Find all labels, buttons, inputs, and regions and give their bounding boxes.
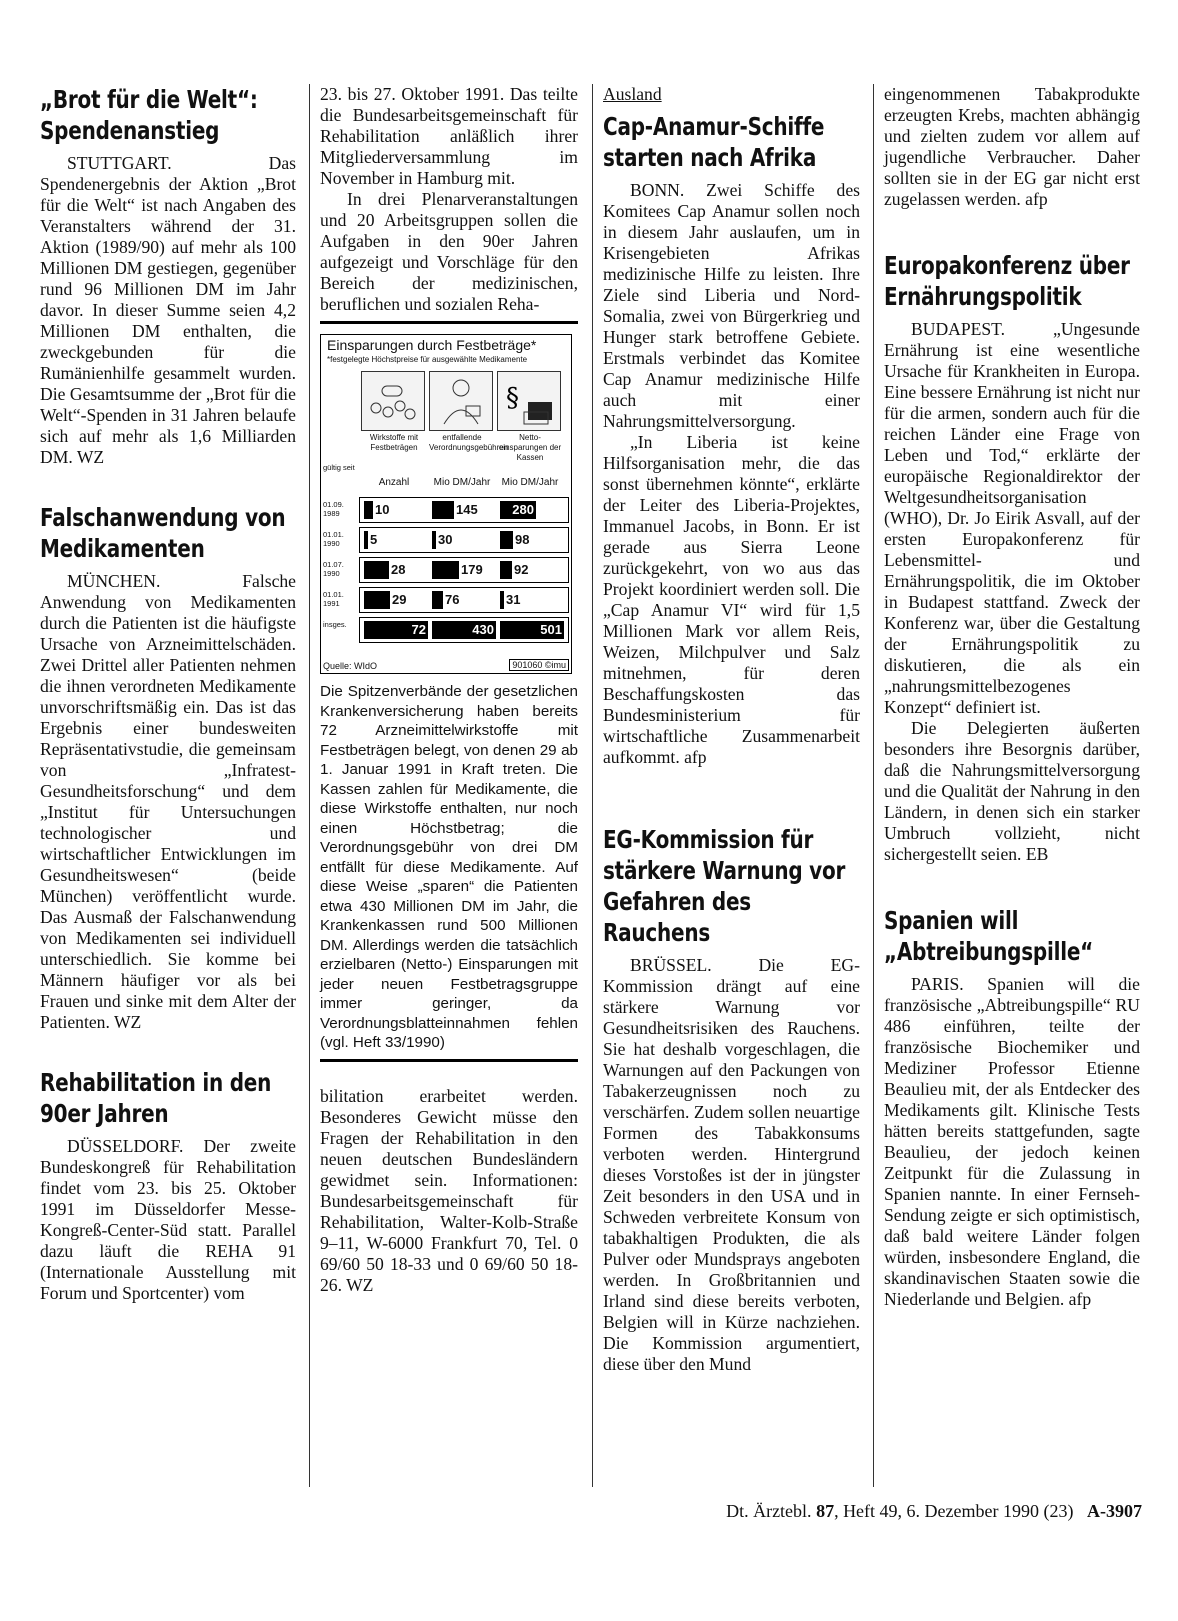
caption-text: Die Spitzenverbände der gesetzlichen Krankenversicherung haben bereits 72 Arzneimittelwirkstoffe mit Festbeträgen belegt, von denen 29 ab 1. Januar 1991 in Kraft treten. Die Kassen zahlen für Medikamente, die diese Wirkstoffe enthalten, nur noch einen Höchstbetrag; die Verordnungsgebühr von drei DM entfällt für diese Medikamente. Auf diese Weise „sparen“ die Patienten etwa 430 Millionen DM im Jahr, die Krankenkassen rund 500 Millionen DM. Allerdings werden die tatsächlich erzielbaren (Netto-) Einsparungen mit jeder neuen Festbetragsgruppe immer geringer, da Verordnungsblatteinnahmen fehlen (vgl. Heft 33/1990) [320, 683, 578, 1051]
article-body: Die Delegierten äußerten besonders ihre Besorgnis darüber, daß die Nahrungsmittelversorgung und die Qualität der Nahrung in den Ländern, in denen sich ein starker Umbruch vollzieht, nicht sichergestellt seien. EB [884, 718, 1140, 864]
chart-subtitle: *festgelegte Höchstpreise für ausgewählte Medikamente [327, 355, 528, 364]
table-row [359, 497, 569, 523]
page-number: A-3907 [1087, 1501, 1142, 1521]
value-label: 29 [392, 592, 407, 607]
value-bar [364, 561, 389, 579]
table-row [359, 527, 569, 553]
column-unit: Mio DM/Jahr [501, 477, 559, 488]
journal-volume: 87 [816, 1501, 835, 1521]
section-rubric: Ausland [603, 84, 662, 104]
doctor-illustration-icon [429, 371, 493, 431]
value-label: 145 [456, 502, 478, 517]
value-bar [432, 531, 436, 549]
column-header: Wirkstoffe mit Festbeträgen [369, 433, 419, 452]
article-body: eingenommenen Tabakprodukte erzeugten Krebs, machten abhängig und zielten zudem vor allem auf jugendliche Verbraucher. Daher sollten sie in der EG gar nicht erst zugelassen werden. afp [884, 84, 1140, 209]
column-unit: Anzahl [378, 477, 410, 488]
article-headline: Falschanwendung von Medikamenten [40, 503, 286, 563]
article-headline: EG-Kommission für stärkere Warnung vor Gefahren des Rauchens [603, 825, 846, 947]
article-body: 23. bis 27. Oktober 1991. Das teilte die Bundesarbeitsgemeinschaft für Rehabilitation anläßlich ihrer Mitgliederversammlung im November in Hamburg mit. [320, 84, 578, 188]
column-header: Netto-einsparungen der Kassen [498, 433, 562, 462]
value-label: 30 [438, 532, 453, 547]
savings-table-chart [320, 334, 572, 674]
table-row [359, 587, 569, 613]
value-label: 280 [512, 502, 534, 517]
row-label: 01.01. 1991 [323, 590, 344, 608]
column-rule [309, 84, 310, 1487]
svg-text:§: § [506, 383, 519, 413]
value-bar [432, 591, 443, 609]
article-body: PARIS. Spanien will die französische „Abtreibungspille“ RU 486 einführen, teilte der französische Biochemiker und Mediziner Professor Etienne Beaulieu mit, der als Entdecker des Medikaments gilt. Klinische Tests hätten bereits stattgefunden, sagte Beaulieu, der jedoch keinen Zeitpunkt für die Zulassung in Spanien nannte. In einer Fernseh-Sendung zeigte er sich optimistisch, daß bald weitere Länder folgen würden, insbesondere England, die skandinavischen Staaten sowie die Niederlande und Belgien. afp [884, 974, 1140, 1309]
value-bar [364, 531, 368, 549]
chart-source: Quelle: WIdO [323, 661, 378, 671]
column-rule [873, 84, 874, 1487]
value-label: 179 [461, 562, 483, 577]
column-unit: Mio DM/Jahr [433, 477, 491, 488]
infographic [320, 321, 578, 674]
pills-illustration-icon [361, 371, 425, 431]
row-label: 01.01. 1990 [323, 530, 344, 548]
value-label: 98 [515, 532, 530, 547]
row-label: 01.09. 1989 [323, 500, 344, 518]
value-bar [432, 501, 454, 519]
row-label: insges. [323, 620, 347, 629]
article-headline: Europakonferenz über Ernährungspolitik [884, 251, 1130, 311]
column-1 [40, 84, 296, 1304]
value-label: 76 [445, 592, 460, 607]
article-body: STUTTGART. Das Spendenergebnis der Aktion „Brot für die Welt“ ist nach Angaben des Veranstalters während der 31. Aktion (1989/90) auf mehr als 100 Millionen DM gestiegen, gegenüber rund 96 Millionen DM im Jahr davor. In dieser Summe seien 4,2 Millionen DM enthalten, die zweckgebunden für die Rumänienhilfe gesammelt wurden. Die Gesamtsumme der „Brot für die Welt“-Spenden in 31 Jahren belaufe sich auf mehr als 1,6 Milliarden DM. WZ [40, 153, 296, 467]
value-label: 31 [506, 592, 521, 607]
value-bar [364, 591, 390, 609]
value-label: 501 [540, 622, 562, 637]
row-label: 01.07. 1990 [323, 560, 344, 578]
value-bar [364, 501, 373, 519]
value-bar [500, 561, 512, 579]
column-3 [603, 84, 860, 1375]
column-rule [592, 84, 593, 1487]
value-label: 72 [411, 622, 426, 637]
article-body: In drei Plenarveranstaltungen und 20 Arbeitsgruppen sollen die Aufgaben in den 90er Jahren aufgezeigt und Vorschläge für den Bereich der medizinischen, beruflichen und sozialen Reha- [320, 189, 578, 314]
value-label: 430 [472, 622, 494, 637]
chart-title: Einsparungen durch Festbeträge* [327, 337, 537, 353]
value-label: 10 [375, 502, 390, 517]
value-bar [500, 531, 513, 549]
journal-name: Dt. Ärztebl. [726, 1501, 812, 1521]
article-body: BONN. Zwei Schiffe des Komitees Cap Anamur sollen noch in diesem Jahr auslaufen, um in Krisengebieten Afrikas medizinische Hilfe zu leisten. Ihre Ziele sind Liberia und Nord-Somalia, zwei von Bürgerkrieg und Hunger stark betroffene Gebiete. Erstmals verbindet das Komitee Cap Anamur medizinische Hilfe auch mit einer Nahrungsmittelversorgung. [603, 180, 860, 431]
chart-code: 901060 ©imu [509, 659, 569, 671]
article-body: BRÜSSEL. Die EG-Kommission drängt auf eine stärkere Warnung vor Gesundheitsrisiken des Rauchens. Sie hat deshalb vorgeschlagen, die Warnungen auf den Packungen von Tabakerzeugnissen noch zu verschärfen. Zudem sollen neuartige Formen des Tabakkonsums verboten werden. Hintergrund dieses Vorstoßes ist der in jüngster Zeit besonders in den USA und in Schweden verbreitete Konsum von tabakhaltigen Produkten, die als Pulver oder Mundsprays angeboten werden. In Großbritannien und Irland sind diese bereits verboten, Belgien will in Kürze nachziehen. Die Kommission argumentiert, diese über den Mund [603, 955, 860, 1374]
value-bar [432, 561, 459, 579]
article-headline: Rehabilitation in den 90er Jahren [40, 1068, 272, 1128]
article-body: MÜNCHEN. Falsche Anwendung von Medikamenten durch die Patienten ist die häufigste Ursache von Arzneimittelschäden. Zwei Drittel aller Patienten nehmen die ihnen verordneten Medikamente unvorschriftsmäßig ein. Das ist das Ergebnis einer bundesweiten Repräsentativstudie, die gemeinsam von „Infratest-Gesundheitsforschung“ und dem „Institut für Untersuchungen technologischer und wirtschaftlicher Entwicklungen im Gesundheitswesen“ (beide München) veröffentlicht wurde. Das Ausmaß der Falschanwendung von Medikamenten sei individuell unterschiedlich. Sie komme bei Männern häufiger vor als bei Frauen und sinke mit dem Alter der Patienten. WZ [40, 571, 296, 1032]
chart-caption [320, 682, 578, 1062]
column-4 [884, 84, 1140, 1310]
article-body: DÜSSELDORF. Der zweite Bundeskongreß für Rehabilitation findet vom 23. bis 25. Oktober 1991 im Düsseldorfer Messe-Kongreß-Center-Süd statt. Parallel dazu läuft die REHA 91 (Internationale Ausstellung mit Forum und Sportcenter) vom [40, 1136, 296, 1303]
page-footer [606, 1501, 1142, 1522]
table-row [359, 557, 569, 583]
value-label: 92 [514, 562, 529, 577]
money-illustration-icon [497, 371, 561, 431]
table-row [359, 617, 569, 643]
journal-issue: , Heft 49, 6. Dezember 1990 (23) [834, 1501, 1074, 1521]
column-2 [320, 84, 578, 1296]
value-bar [500, 591, 504, 609]
value-label: 28 [391, 562, 406, 577]
value-label: 5 [370, 532, 378, 547]
article-body: „In Liberia ist keine Hilfsorganisation mehr, die das sonst übernehmen könnte“, erklärte der Leiter des Liberia-Projektes, Immanuel Jacobs, in Bonn. Er ist gerade aus Sierra Leone zurückgekehrt, von wo aus das Projekt koordiniert werden soll. Die „Cap Anamur VI“ wird für 1,5 Millionen Mark vor allem Reis, Weizen, Milchpulver und Salz mitnehmen, für deren Beschaffungskosten das Bundesministerium für wirtschaftliche Zusammenarbeit aufkommt. afp [603, 432, 860, 767]
article-headline: Spanien will „Abtreibungspille“ [884, 906, 1094, 966]
article-headline: Cap-Anamur-Schiffe starten nach Afrika [603, 112, 825, 172]
row-header: gültig seit [323, 463, 355, 472]
article-headline: „Brot für die Welt“: Spendenanstieg [40, 85, 258, 145]
column-header: entfallende Verordnungsgebühren [429, 433, 509, 452]
article-body: bilitation erarbeitet werden. Besonderes Gewicht müsse den Fragen der Rehabilitation in den neuen deutschen Bundesländern gewidmet sein. Informationen: Bundesarbeitsgemeinschaft für Rehabilitation, Walter-Kolb-Straße 9–11, W-6000 Frankfurt 70, Tel. 0 69/60 50 18-33 und 0 69/60 50 18-26. WZ [320, 1085, 578, 1295]
article-body: BUDAPEST. „Ungesunde Ernährung ist eine wesentliche Ursache für Krankheiten in Europa. Eine bessere Ernährung ist nicht nur für die armen, sondern auch für die reichen Länder eine Frage von Leben und Tod,“ erklärte der europäische Regionaldirektor der Weltgesundheitsorganisation (WHO), Dr. Jo Eirik Asvall, auf der ersten Europakonferenz für Lebensmittel- und Ernährungspolitik, die im Oktober in Budapest stattfand. Zweck der Konferenz war, über die Gestaltung der Ernährungspolitik zu diskutieren, die als ein „nahrungsmittelbezogenes Konzept“ definiert ist. [884, 319, 1140, 717]
